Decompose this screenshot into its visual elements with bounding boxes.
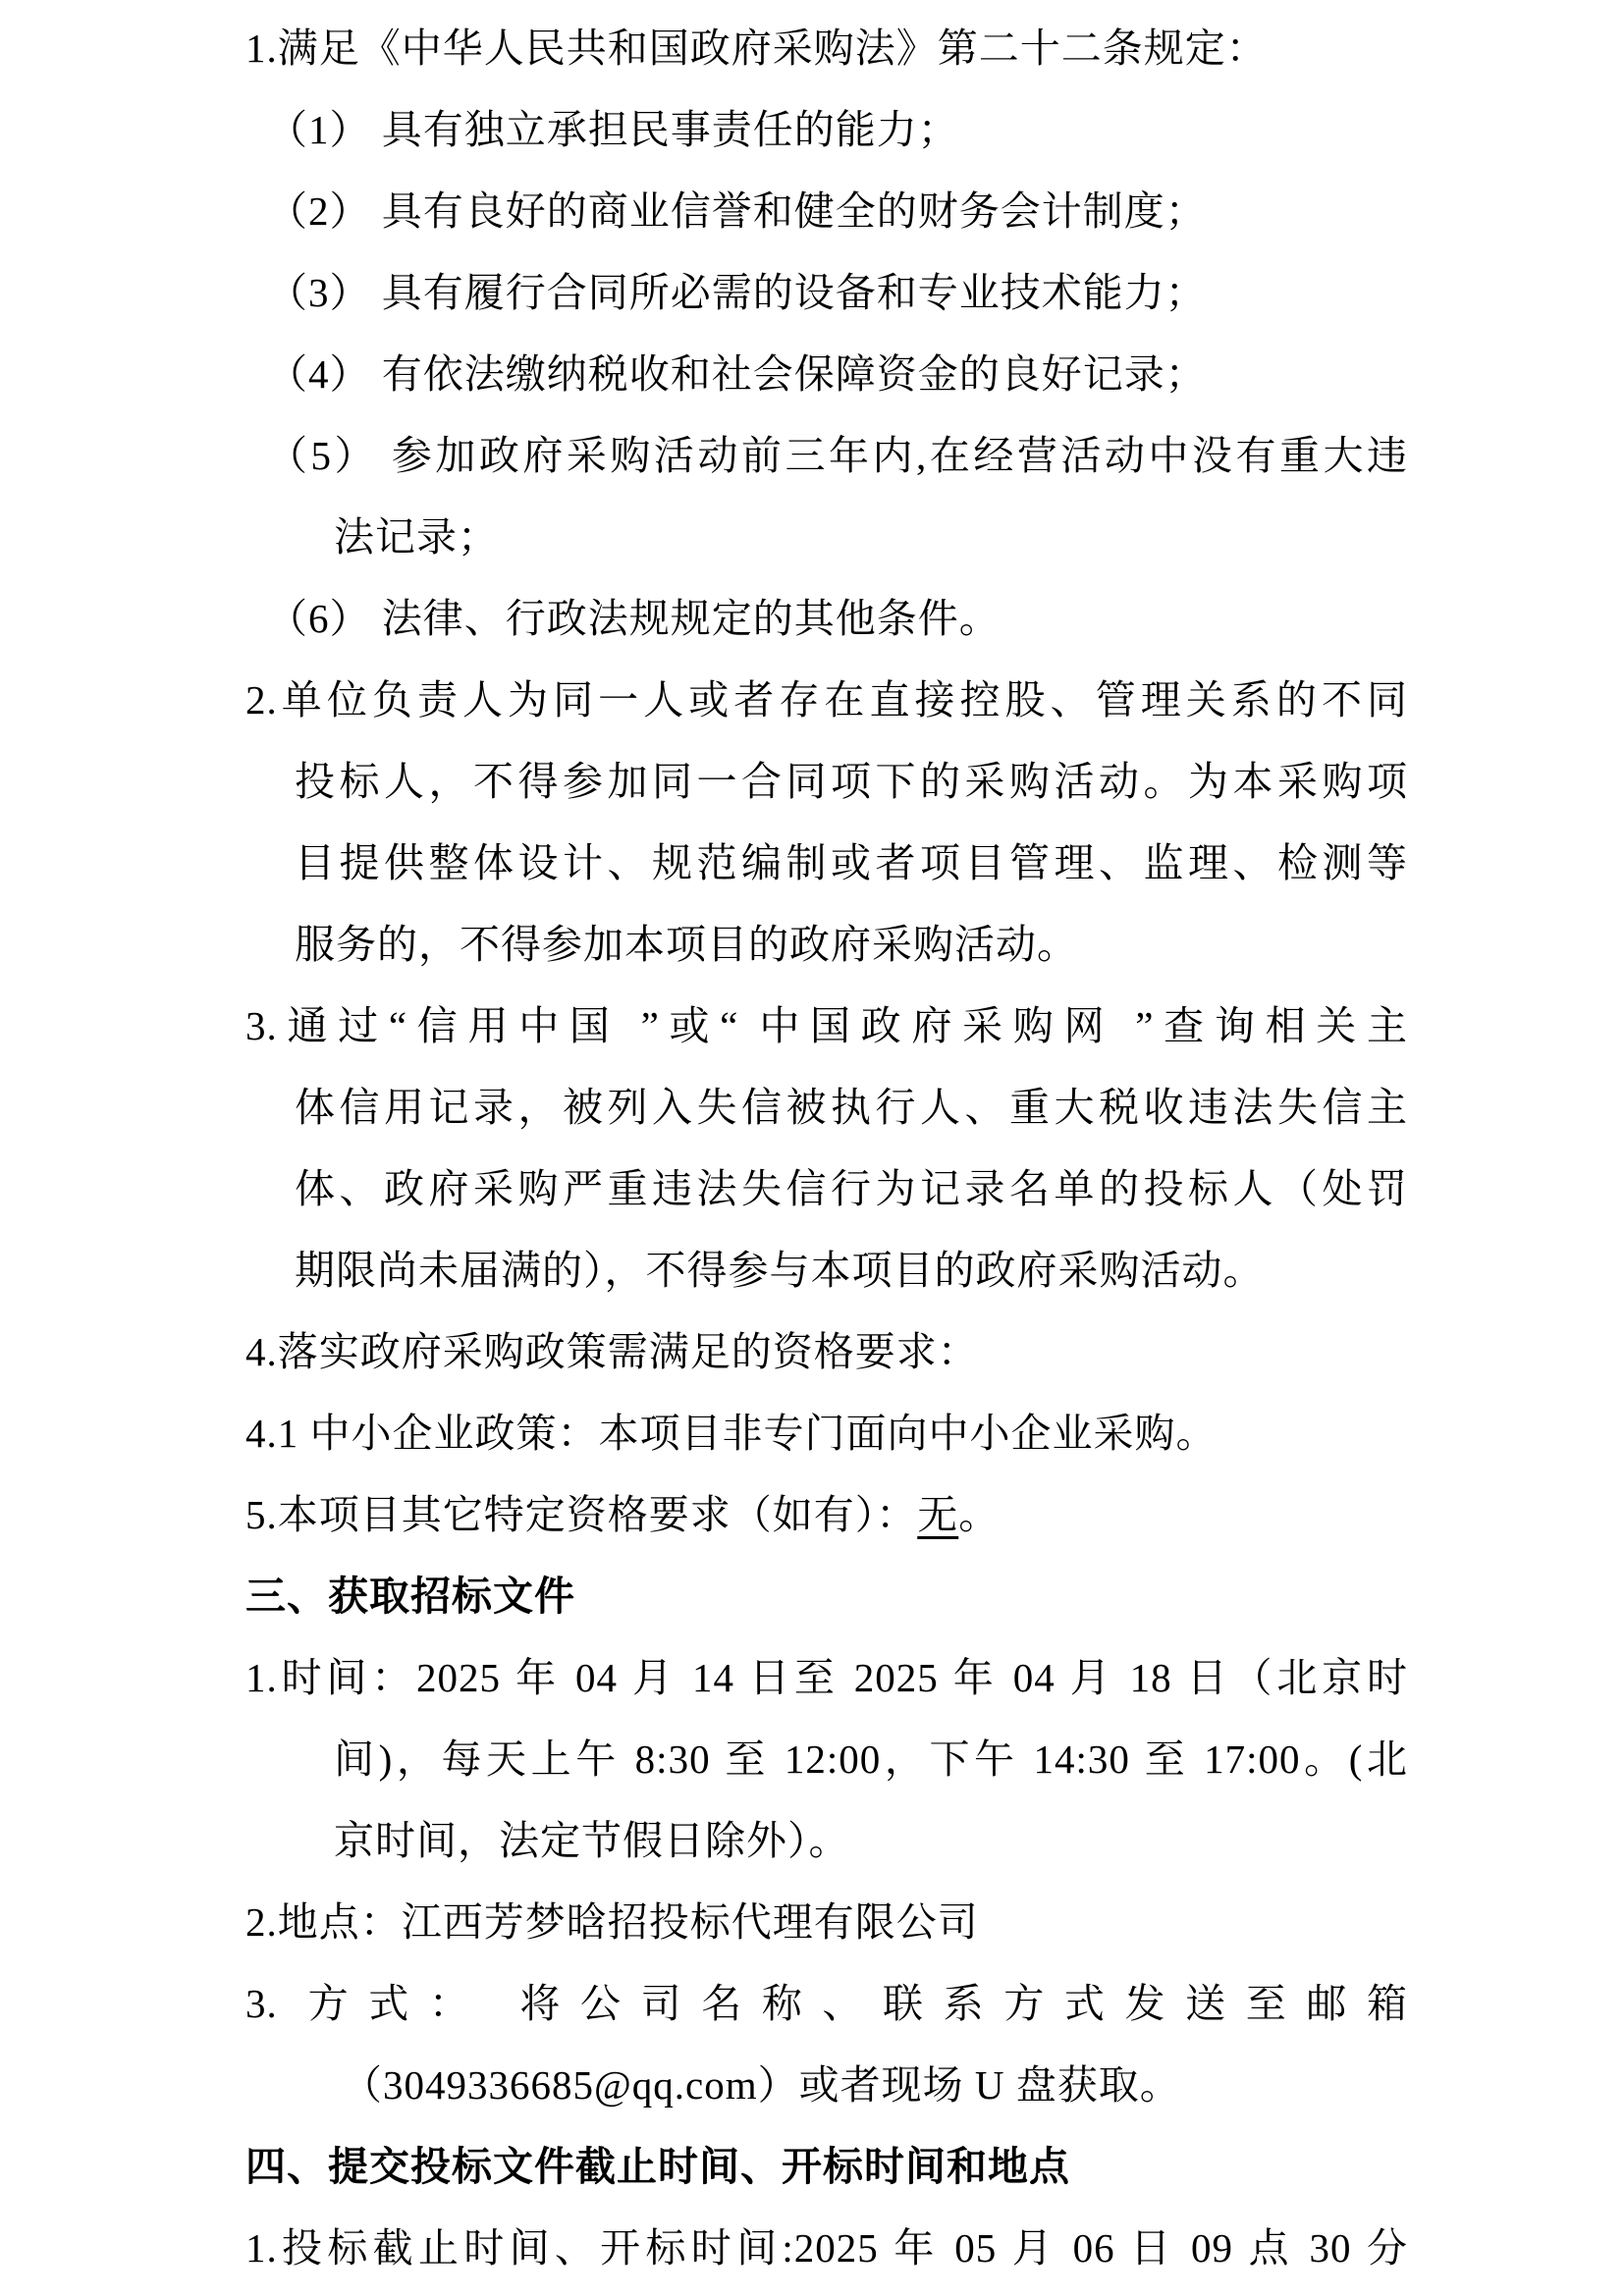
line-obtain-time-1: 1.时间：2025 年 04 月 14 日至 2025 年 04 月 18 日（北京时 [245,1655,1408,1700]
item5-suffix: 。 [958,1492,1001,1537]
line-item2-2: 投标人，不得参加同一合同项下的采购活动。为本采购项 [295,759,1408,804]
line-item4-1: 4.1 中小企业政策：本项目非专门面向中小企业采购。 [245,1411,1218,1456]
line-condition-6: （6） 法律、行政法规规定的其他条件。 [267,596,1001,641]
line-condition-3: （3） 具有履行合同所必需的设备和专业技术能力； [267,270,1207,315]
line-item3-2: 体信用记录，被列入失信被执行人、重大税收违法失信主 [295,1085,1408,1130]
line-condition-4: （4） 有依法缴纳税收和社会保障资金的良好记录； [267,351,1207,397]
line-obtain-method-cont: （3049336685@qq.com）或者现场 U 盘获取。 [342,2062,1181,2108]
line-item2-4: 服务的，不得参加本项目的政府采购活动。 [295,922,1078,967]
heading-section-3: 三、获取招标文件 [245,1574,575,1619]
line-item2-3: 目提供整体设计、规范编制或者项目管理、监理、检测等 [295,840,1408,885]
line-condition-5: （5） 参加政府采购活动前三年内,在经营活动中没有重大违 [267,433,1408,478]
line-obtain-method: 3. 方式： 将公司名称、联系方式发送至邮箱 [245,1981,1408,2026]
heading-section-4: 四、提交投标文件截止时间、开标时间和地点 [245,2144,1070,2189]
line-item3-3: 体、政府采购严重违法失信行为记录名单的投标人（处罚 [295,1166,1408,1211]
line-bid-deadline: 1.投标截止时间、开标时间:2025 年 05 月 06 日 09 点 30 分 [245,2225,1408,2270]
line-obtain-time-2: 间)，每天上午 8:30 至 12:00，下午 14:30 至 17:00。(北 [334,1736,1408,1782]
line-item2-1: 2.单位负责人为同一人或者存在直接控股、管理关系的不同 [245,677,1408,722]
line-condition-2: （2） 具有良好的商业信誉和健全的财务会计制度； [267,188,1207,234]
item5-underlined-value: 无 [917,1492,959,1537]
line-item3-1: 3.通过“信用中国 ”或“ 中国政府采购网 ”查询相关主 [245,1003,1408,1048]
line-item3-4: 期限尚未届满的），不得参与本项目的政府采购活动。 [295,1248,1265,1293]
line-condition-5-cont: 法记录； [334,514,499,560]
line-item5 [245,1474,1624,1556]
line-obtain-time-3: 京时间，法定节假日除外）。 [334,1818,850,1863]
item5-prefix: 5.本项目其它特定资格要求（如有）： [245,1492,918,1537]
line-condition-1: （1） 具有独立承担民事责任的能力； [267,107,959,152]
line-item4: 4.落实政府采购政策需满足的资格要求： [245,1329,979,1374]
line-obtain-location: 2.地点：江西芳梦晗招投标代理有限公司 [245,1899,979,1945]
line-qualification-intro: 1.满足《中华人民共和国政府采购法》第二十二条规定： [245,26,1268,71]
